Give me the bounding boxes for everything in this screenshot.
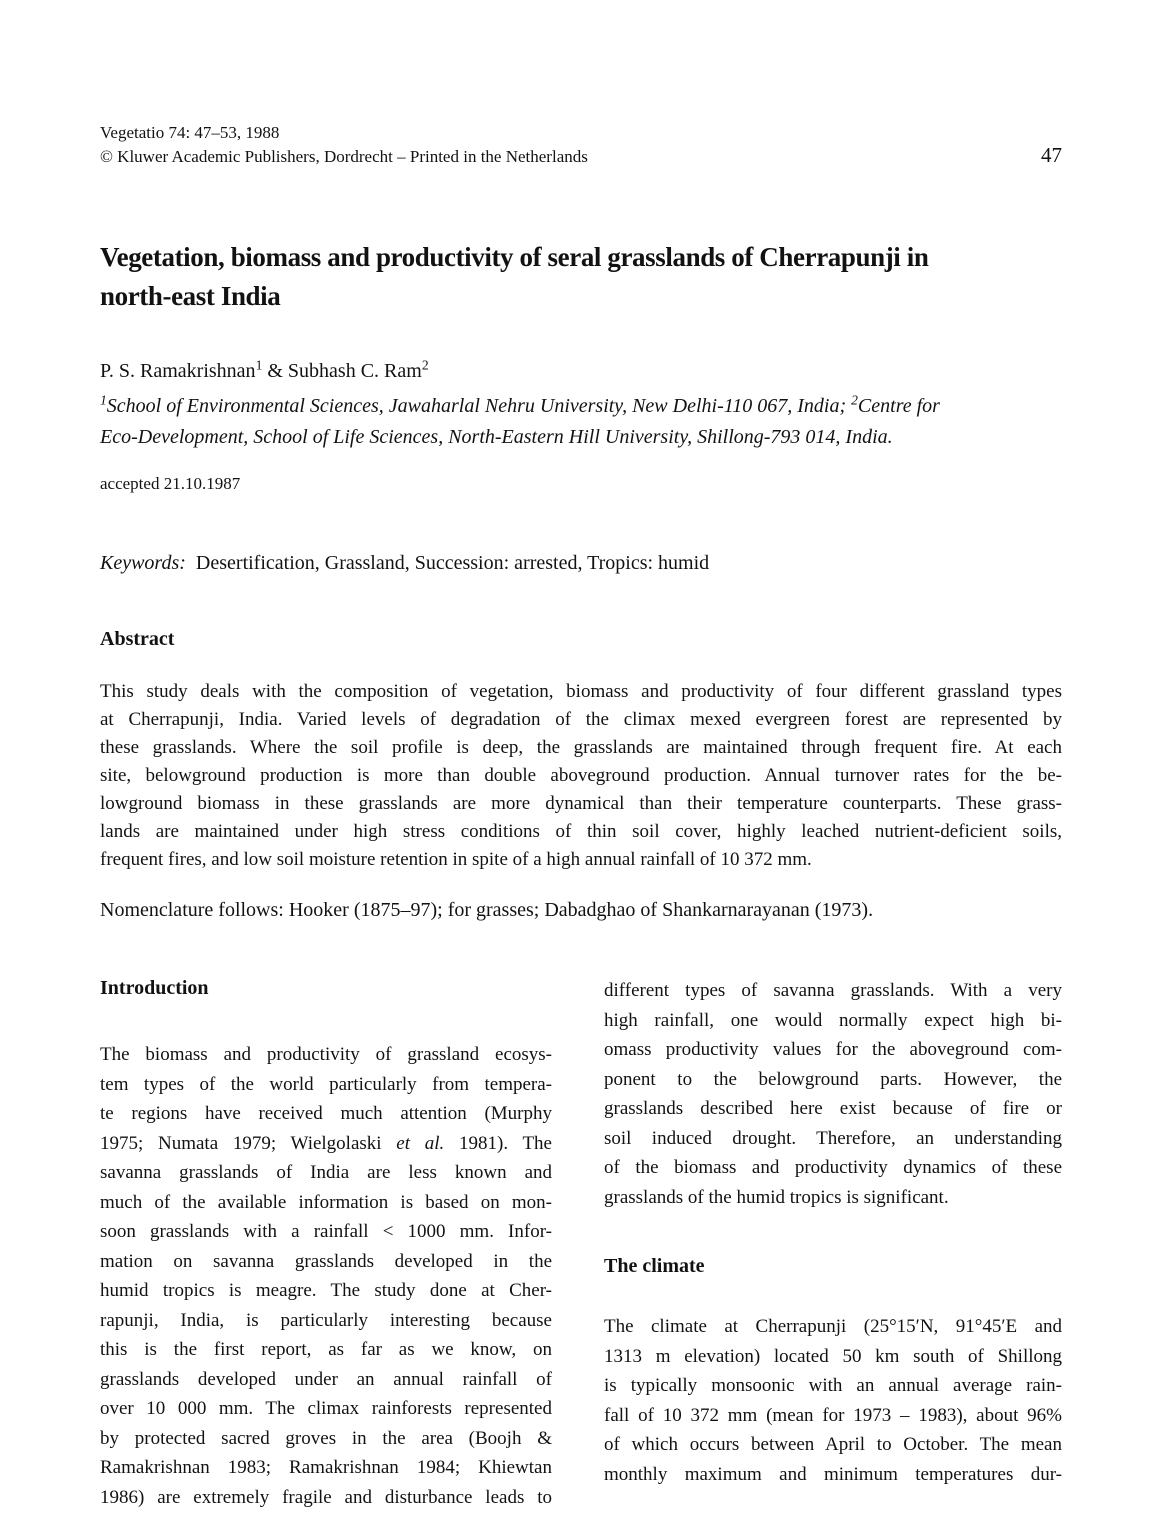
nomenclature-note: Nomenclature follows: Hooker (1875–97); for grasses; Dabadghao of Shankarnarayanan (1973). bbox=[100, 899, 874, 921]
paper-title: Vegetation, biomass and productivity of seral grasslands of Cherrapunji in north-east India bbox=[100, 242, 929, 311]
right-column bbox=[604, 976, 1062, 1489]
affiliation: $^1$School of Environmental Sciences, Jawaharlal Nehru University, New Delhi-110 067, India; $^2$Centre for Eco-Development, School of Life Sciences, North-Eastern Hill University, Shillong-793 014, India. bbox=[100, 392, 940, 448]
journal-citation: Vegetatio 74: 47–53, 1988 bbox=[100, 123, 280, 142]
introduction-heading: Introduction bbox=[100, 977, 209, 999]
authors-line: P. S. Ramakrishnan$^1$ & Subhash C. Ram$^2$ bbox=[100, 357, 429, 382]
abstract-heading: Abstract bbox=[100, 628, 175, 650]
climate-heading: The climate bbox=[604, 1255, 705, 1277]
left-column bbox=[100, 976, 552, 1512]
copyright-line: © Kluwer Academic Publishers, Dordrecht – Printed in the Netherlands bbox=[100, 147, 588, 166]
abstract-paragraph: This study deals with the composition of vegetation, biomass and productivity of four different grassland types at Cherrapunji, India. Varied levels of degradation of the climax mexed evergreen forest are represented by these grasslands. Where the soil profile is deep, the grasslands are maintained through frequent fire. At each site, belowground production is more than double aboveground production. Annual turnover rates for the be- lowground biomass in these grasslands are more dynamical than their temperature counterparts. These grass- lands are maintained under high stress conditions of thin soil cover, highly leached nutrient-deficient soils, frequent fires, and low soil moisture retention in spite of a high annual rainfall of 10 372 mm. bbox=[100, 681, 1062, 870]
journal-header bbox=[100, 122, 1062, 168]
keywords-label: Keywords: bbox=[100, 552, 186, 574]
introduction-paragraph-continued: different types of savanna grasslands. With a very high rainfall, one would normally expect high bi- omass productivity values for the aboveground com- ponent to the belowground parts. However, the grasslands described here exist because of fire or soil induced drought. Therefore, an understanding of the biomass and productivity dynamics of these grasslands of the humid tropics is significant. bbox=[604, 980, 1062, 1208]
page-number: 47 bbox=[1041, 143, 1062, 167]
climate-paragraph: The climate at Cherrapunji (25°15′N, 91°45′E and 1313 m elevation) located 50 km south of Shillong is typically monsoonic with an annual average rain- fall of 10 372 mm (mean for 1973 – 1983), about 96% of which occurs between April to October. The mean monthly maximum and minimum temperatures dur- bbox=[604, 1316, 1062, 1485]
keywords-text: Desertification, Grassland, Succession: arrested, Tropics: humid bbox=[195, 552, 710, 574]
introduction-paragraph: The biomass and productivity of grassland ecosys- tem types of the world particularly from tempera- te regions have received much attention (Murphy 1975; Numata 1979; Wielgolaski et al. 1981). The savanna grasslands of India are less known and much of the available information is based on mon- soon grasslands with a rainfall < 1000 mm. Infor- mation on savanna grasslands developed in the humid tropics is meagre. The study done at Cher- rapunji, India, is particularly interesting because this is the first report, as far as we know, on grasslands developed under an annual rainfall of over 10 000 mm. The climax rainforests represented by protected sacred groves in the area (Boojh & Ramakrishnan 1983; Ramakrishnan 1984; Khiewtan 1986) are extremely fragile and disturbance leads to bbox=[100, 1044, 552, 1508]
accepted-date: accepted 21.10.1987 bbox=[100, 474, 241, 493]
keywords-line bbox=[100, 552, 1062, 575]
